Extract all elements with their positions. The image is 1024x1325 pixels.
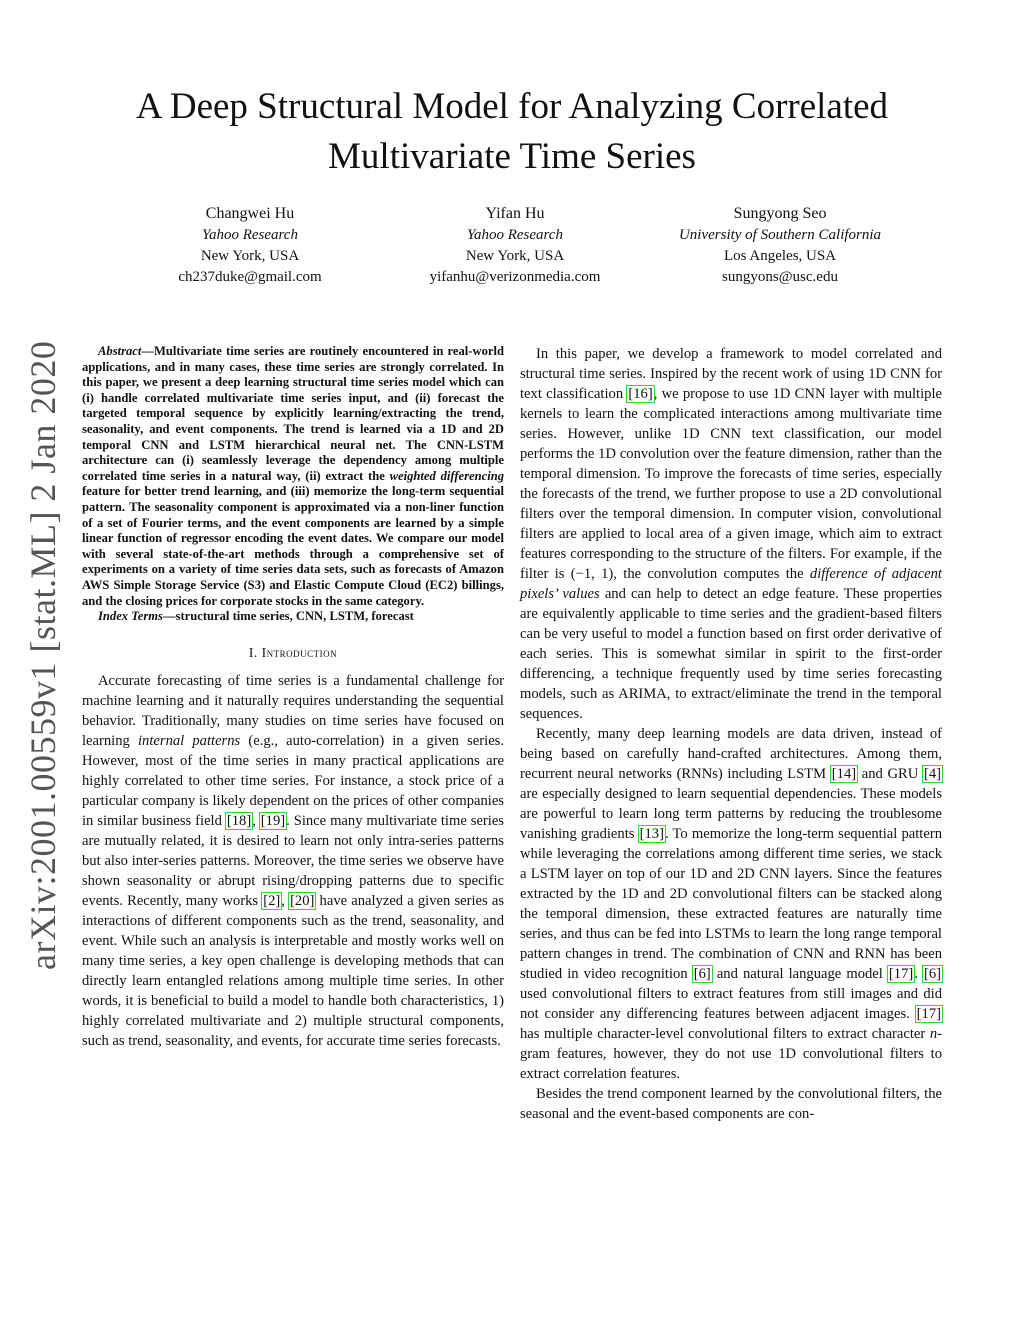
- section-heading: I. Introduction: [248, 644, 338, 660]
- author-email[interactable]: sungyons@usc.edu: [722, 269, 838, 285]
- arxiv-identifier: arXiv:2001.00559v1 [stat.ML] 2 Jan 2020: [23, 340, 63, 970]
- author-3: [650, 203, 910, 288]
- citation-link[interactable]: [18]: [226, 812, 252, 829]
- author-name: Sungyong Seo: [733, 205, 827, 222]
- index-terms-text: —structural time series, CNN, LSTM, forecast: [162, 609, 414, 624]
- body-paragraph-1: In this paper, we develop a framework to model correlated and structural time series. Inspired by the recent work of using 1D CNN for text classification [16], we propose to use 1D CNN layer with multiple kernels to learn the complicated interactions among multivariate time series. However, unlike 1D CNN text classification, our model performs the 1D convolution over the feature dimension, rather than the temporal dimension. To improve the forecasts of time series, especially the forecasts of the trend, we further propose to use a 2D convolutional filters over the temporal dimension. In computer vision, convolutional filters are applied to local area of a given image, which aim to extract features corresponding to the structure of the filters. For example, if the filter is (−1, 1), the convolution computes the difference of adjacent pixels’ values and can help to detect an edge feature. These properties are equivalently applicable to time series and the gradient-based filters can be very useful to model a function based on first order derivative of each series. This is somewhat similar in spirit to the first-order differencing, a technique frequently used by time series forecasting models, such as ARIMA, to extract/eliminate the trend in the temporal sequences.: [520, 346, 942, 722]
- author-affiliation: Yahoo Research: [467, 227, 563, 243]
- author-location: New York, USA: [465, 248, 565, 264]
- author-affiliation: University of Southern California: [678, 227, 882, 243]
- author-email[interactable]: yifanhu@verizonmedia.com: [429, 269, 601, 285]
- citation-link[interactable]: [17]: [888, 966, 914, 982]
- left-column: [82, 344, 504, 1051]
- body-paragraph-3: Besides the trend component learned by the convolutional filters, the seasonal and the event-based components are con-: [520, 1086, 942, 1122]
- citation-link[interactable]: [4]: [923, 766, 941, 782]
- index-terms-label: Index Terms: [98, 609, 163, 624]
- author-email[interactable]: ch237duke@gmail.com: [178, 269, 322, 285]
- citation-link[interactable]: [19]: [260, 812, 286, 829]
- citation-link[interactable]: [14]: [831, 766, 857, 782]
- paper-title: [60, 82, 964, 182]
- author-block: [120, 203, 910, 288]
- title-line-1: A Deep Structural Model for Analyzing Correlated: [135, 86, 889, 127]
- author-2: [385, 203, 645, 288]
- citation-link[interactable]: [6]: [923, 966, 941, 982]
- body-paragraph-2: Recently, many deep learning models are data driven, instead of being based on carefully hand-crafted architectures. Among them, recurrent neural networks (RNNs) including LSTM [14] and GRU [4] are especially designed to learn sequential dependencies. These models are powerful to learn long term patterns by reducing the troublesome vanishing gradients [13]. To memorize the long-term sequential pattern while leveraging the correlations among different time series, we stack a LSTM layer on top of our 1D and 2D CNN layers. Since the features extracted by the 1D and 2D convolutional filters can be stacked along the temporal dimension, these extracted features are naturally time series, and thus can be fed into LSTMs to learn the long range temporal pattern changes in trend. The combination of CNN and RNN has been studied in video recognition [6] and natural language model [17]. [6] used convolutional filters to extract features from still images and did not consider any differencing features between adjacent images. [17] has multiple character-level convolutional filters to extract character n-gram features, however, they do not use 1D convolutional filters to extract correlation features.: [520, 726, 942, 1082]
- author-1: [120, 203, 380, 288]
- citation-link[interactable]: [17]: [916, 1006, 941, 1022]
- author-location: Los Angeles, USA: [723, 248, 837, 264]
- intro-paragraph-1: Accurate forecasting of time series is a fundamental challenge for machine learning and it naturally requires understanding the sequential behavior. Traditionally, many studies on time series have focused on learning internal patterns (e.g., auto-correlation) in a given series. However, most of the time series in many practical applications are highly correlated to other time series. For instance, a stock price of a particular company is likely dependent on the prices of other companies in similar business field [18], [19]. Since many multivariate time series are mutually related, it is desired to learn not only intra-series patterns but also inter-series patterns. Moreover, the time series we observe have shown seasonality or abrupt rising/dropping patterns due to specific events. Recently, many works [2], [20] have analyzed a given series as interactions of different components such as the trend, seasonality, and event. While such an analysis is interpretable and mostly works well on many time series, a key open challenge is developing methods that can directly learn entangled relations among multiple time series. In other words, it is beneficial to build a model to handle both characteristics, 1) highly correlated multivariate and 2) multiple structural components, such as trend, seasonality, and events, for accurate time series forecasts.: [82, 672, 504, 1049]
- citation-link[interactable]: [20]: [290, 892, 315, 909]
- author-name: Yifan Hu: [485, 205, 545, 222]
- title-line-2: Multivariate Time Series: [328, 136, 696, 177]
- abstract-emphasis: weighted differencing: [389, 468, 504, 483]
- citation-link[interactable]: [6]: [693, 966, 711, 982]
- author-affiliation: Yahoo Research: [202, 227, 298, 243]
- citation-link[interactable]: [16]: [628, 386, 653, 402]
- citation-link[interactable]: [13]: [639, 826, 664, 842]
- index-terms: [82, 609, 504, 625]
- abstract-text: feature for better trend learning, and (iii) memorize the long-term sequential pattern. The seasonality component is approximated via a non-liner function of a set of Fourier terms, and the event components are learned by a simple linear function of regressor encoding the event dates. We compare our model with several state-of-the-art methods through a comprehensive set of experiments on a variety of time series data sets, such as forecasts of Amazon AWS Simple Storage Service (S3) and Elastic Compute Cloud (EC2) billings, and the closing prices for corporate stocks in the same category.: [82, 484, 504, 608]
- citation-link[interactable]: [2]: [263, 892, 281, 909]
- right-column: [520, 344, 942, 1124]
- abstract: [82, 344, 504, 609]
- author-name: Changwei Hu: [205, 205, 295, 222]
- abstract-label: Abstract: [98, 344, 142, 358]
- abstract-text: —Multivariate time series are routinely encountered in real-world applications, and in many cases, these time series are strongly correlated. In this paper, we present a deep learning structural time series model which can (i) handle correlated multivariate time series input, and (ii) forecast the targeted temporal sequence by explicitly learning/extracting the trend, seasonality, and event components. The trend is learned via a 1D and 2D temporal CNN and LSTM hierarchical neural net. The CNN-LSTM architecture can (i) seamlessly leverage the dependency among multiple correlated time series in a natural way, (ii) extract the: [82, 344, 504, 483]
- author-location: New York, USA: [200, 248, 300, 264]
